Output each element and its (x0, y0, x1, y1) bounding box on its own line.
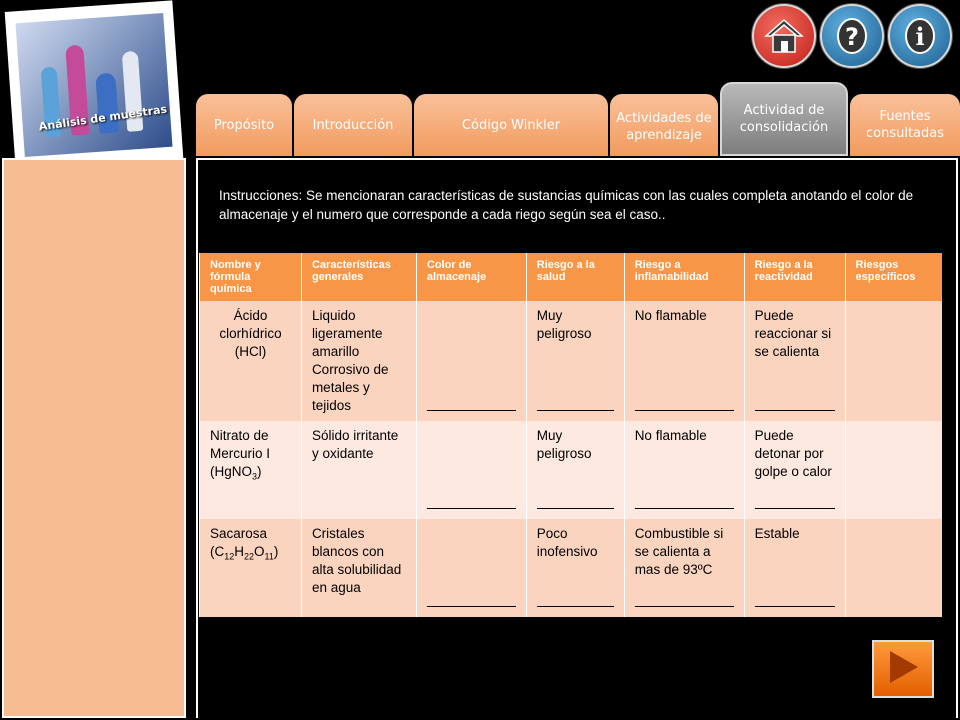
logo-label: Análisis de muestras (38, 102, 168, 134)
header-color: Color de almacenaje (416, 253, 526, 301)
cell-health[interactable]: Muy peligroso (526, 301, 624, 421)
home-button[interactable] (752, 4, 816, 68)
answer-line (537, 508, 614, 509)
answer-line (427, 410, 516, 411)
cell-health[interactable]: Muy peligroso (526, 421, 624, 519)
answer-line (635, 606, 734, 607)
tab-actividades-aprendizaje[interactable]: Actividades de aprendizaje (610, 94, 718, 156)
home-icon (764, 17, 804, 55)
answer-line (537, 410, 614, 411)
cell-reactivity[interactable]: Puede reaccionar si se calienta (744, 301, 845, 421)
cell-specific[interactable] (845, 421, 942, 519)
logo-card (5, 0, 184, 169)
answer-line (635, 508, 734, 509)
question-icon (834, 16, 870, 56)
cell-color-blank[interactable] (416, 519, 526, 617)
table-row (200, 421, 943, 519)
cell-name: Ácido clorhídrico (HCl) (200, 301, 302, 421)
lab-flasks-image (16, 13, 173, 157)
next-button[interactable] (872, 640, 934, 698)
tab-introduccion[interactable]: Introducción (294, 94, 412, 156)
play-arrow-icon (886, 649, 920, 690)
svg-text:i: i (915, 22, 925, 51)
tab-fuentes-consultadas[interactable]: Fuentes consultadas (850, 94, 960, 156)
answer-line (635, 410, 734, 411)
header-caracteristicas: Características generales (301, 253, 416, 301)
tab-proposito[interactable]: Propósito (196, 94, 292, 156)
cell-specific[interactable] (845, 301, 942, 421)
cell-color-blank[interactable] (416, 421, 526, 519)
instructions-text: Instrucciones: Se mencionaran características de sustancias químicas con las cuales completa anotando el color de almacenaje y el numero que corresponde a cada riego según sea el caso.. (219, 188, 914, 222)
cell-features: Sólido irritante y oxidante (301, 421, 416, 519)
cell-flammability[interactable]: No flamable (624, 421, 744, 519)
table-header-row (200, 253, 943, 301)
cell-specific[interactable] (845, 519, 942, 617)
activity-table (199, 253, 942, 617)
table-row (200, 301, 943, 421)
cell-reactivity[interactable]: Estable (744, 519, 845, 617)
info-icon (902, 16, 938, 56)
tab-actividad-consolidacion[interactable]: Actividad de consolidación (720, 82, 848, 156)
info-button[interactable] (888, 4, 952, 68)
cell-flammability[interactable]: Combustible si se calienta a mas de 93ºC (624, 519, 744, 617)
answer-line (755, 606, 835, 607)
table-row (200, 519, 943, 617)
answer-line (755, 410, 835, 411)
cell-name: Nitrato de Mercurio I (HgNO$_3$) (200, 421, 302, 519)
cell-features: Cristales blancos con alta solubilidad en agua (301, 519, 416, 617)
svg-text:?: ? (845, 23, 859, 51)
answer-line (537, 606, 614, 607)
cell-color-blank[interactable] (416, 301, 526, 421)
answer-line (755, 508, 835, 509)
answer-line (427, 606, 516, 607)
cell-health[interactable]: Poco inofensivo (526, 519, 624, 617)
cell-name: Sacarosa $(C_{12}H_{22}O_{11})$ (200, 519, 302, 617)
help-button[interactable] (820, 4, 884, 68)
tab-codigo-winkler[interactable]: Código Winkler (414, 94, 608, 156)
header-riesgos-especificos: Riesgos específicos (845, 253, 942, 301)
cell-reactivity[interactable]: Puede detonar por golpe o calor (744, 421, 845, 519)
header-riesgo-reactividad: Riesgo a la reactividad (744, 253, 845, 301)
header-riesgo-inflamabilidad: Riesgo a inflamabilidad (624, 253, 744, 301)
header-riesgo-salud: Riesgo a la salud (526, 253, 624, 301)
answer-line (427, 508, 516, 509)
cell-flammability[interactable]: No flamable (624, 301, 744, 421)
cell-features: Liquido ligeramente amarillo Corrosivo de metales y tejidos (301, 301, 416, 421)
header-nombre: Nombre y fórmula química (200, 253, 302, 301)
side-panel (2, 158, 186, 718)
